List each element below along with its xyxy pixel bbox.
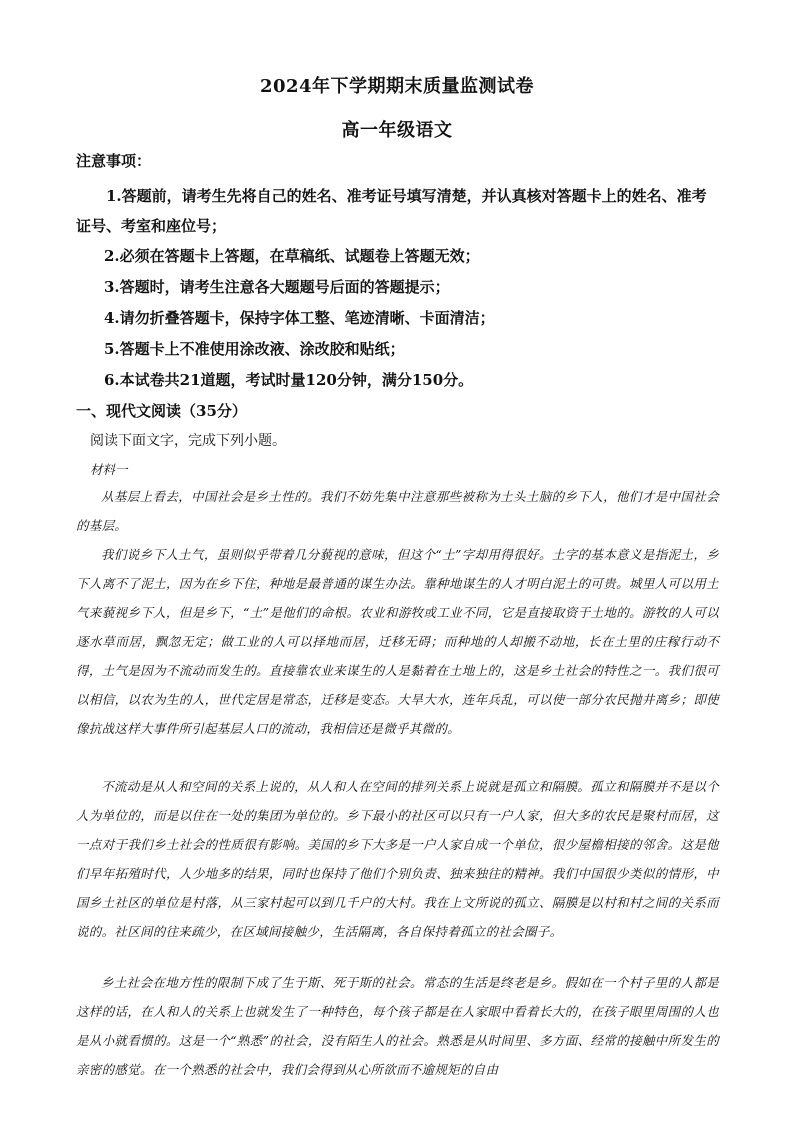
reading-instruction: 阅读下面文字，完成下列小题。 xyxy=(90,433,286,449)
paragraph-4: 乡土社会在地方性的限制下成了生于斯、死于斯的社会。常态的生活是终老是乡。假如在一个村子里的人都是这样的话，在人和人的关系上也就发生了一种特色，每个孩子都是在人家眼中看着长大的，在孩子眼里周围的人也是从小就看惯的。这是一个“熟悉”的社会，没有陌生人的社会。熟悉是从时间里、多方面、经常的接触中所发生的亲密的感觉。在一个熟悉的社会中，我们会得到从心所欲而不逾规矩的自由 xyxy=(76,975,719,1077)
material-label: 材料一 xyxy=(90,462,128,477)
notice-item-2: 2.必须在答题卡上答题，在草稿纸、试题卷上答题无效； xyxy=(104,247,480,265)
exam-title: 2024年下学期期末质量监测试卷 xyxy=(259,76,535,97)
notice-item-6: 6.本试卷共21道题，考试时量120分钟，满分150分。 xyxy=(104,371,474,389)
paragraph-1: 从基层上看去，中国社会是乡土性的。我们不妨先集中注意那些被称为土头土脑的乡下人，他们才是中国社会的基层。 xyxy=(76,489,719,533)
notice-heading: 注意事项： xyxy=(76,152,152,170)
section-heading: 一、现代文阅读（35分） xyxy=(76,402,247,420)
notice-item-5: 5.答题卡上不准使用涂改液、涂改胶和贴纸； xyxy=(104,340,405,358)
notice-item-1: 1.答题前，请考生先将自己的姓名、准考证号填写清楚，并认真核对答题卡上的姓名、准考证号、考室和座位号； xyxy=(76,187,707,235)
notice-item-3: 3.答题时，请考生注意各大题题号后面的答题提示； xyxy=(104,278,450,296)
paragraph-2: 我们说乡下人土气，虽则似乎带着几分藐视的意味，但这个“土”字却用得很好。土字的基本意义是指泥土，乡下人离不了泥土，因为在乡下住，种地是最普通的谋生办法。靠种地谋生的人才明白泥土的可贵。城里人可以用土气来藐视乡下人，但是乡下，“土”是他们的命根。农业和游牧或工业不同，它是直接取资于土地的。游牧的人可以逐水草而居，飘忽无定；做工业的人可以择地而居，迁移无碍；而种地的人却搬不动地，长在土里的庄稼行动不得，土气是因为不流动而发生的。直接靠农业来谋生的人是黏着在土地上的，这是乡土社会的特性之一。我们很可以相信，以农为生的人，世代定居是常态，迁移是变态。大旱大水，连年兵乱，可以使一部分农民抛井离乡；即使像抗战这样大事件所引起基层人口的流动，我相信还是微乎其微的。 xyxy=(76,547,719,736)
paragraph-3: 不流动是从人和空间的关系上说的，从人和人在空间的排列关系上说就是孤立和隔膜。孤立和隔膜并不是以个人为单位的，而是以住在一处的集团为单位的。乡下最小的社区可以只有一户人家，但大多的农民是聚村而居，这一点对于我们乡土社会的性质很有影响。美国的乡下大多是一户人家自成一个单位，很少屋檐相接的邻舍。这是他们早年拓殖时代，人少地多的结果，同时也保持了他们个别负责、独来独往的精神。我们中国很少类似的情形，中国乡土社区的单位是村落，从三家村起可以到几千户的大村。我在上文所说的孤立、隔膜是以村和村之间的关系而说的。社区间的往来疏少，在区域间接触少，生活隔离，各自保持着孤立的社会圈子。 xyxy=(76,779,719,939)
exam-subtitle: 高一年级语文 xyxy=(341,120,453,141)
notice-item-4: 4.请勿折叠答题卡，保持字体工整、笔迹清晰、卡面清洁； xyxy=(104,309,495,327)
